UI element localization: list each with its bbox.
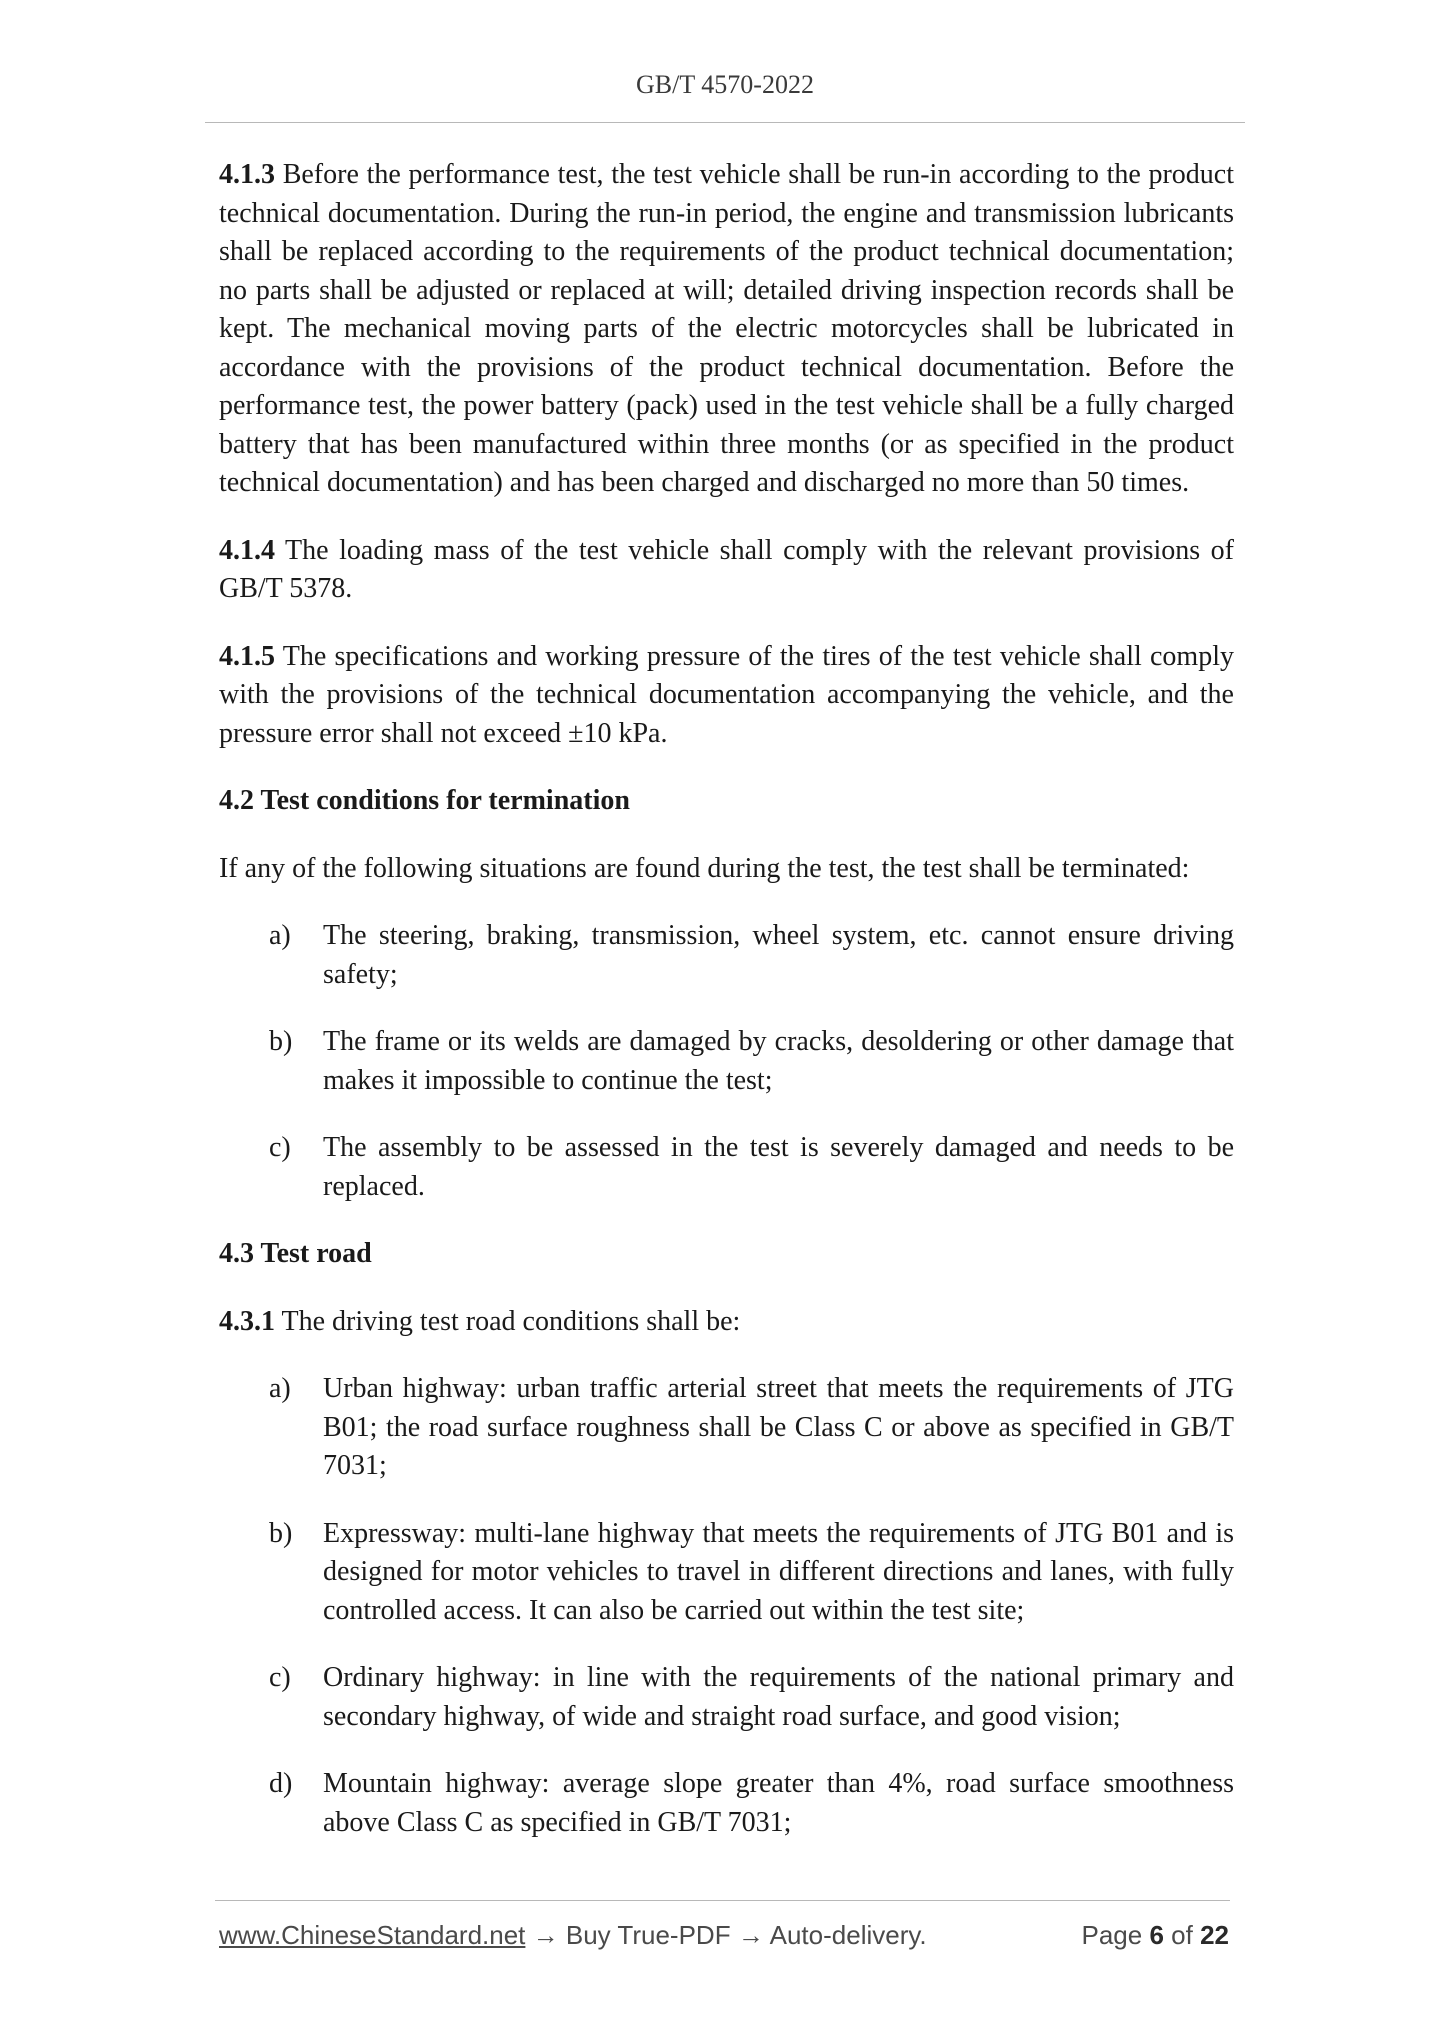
footer-divider — [215, 1900, 1230, 1901]
list-item — [219, 1515, 1234, 1631]
header-divider — [205, 122, 1245, 123]
of-label: of — [1171, 1920, 1193, 1950]
section-heading-4-2: 4.2 Test conditions for termination — [219, 785, 630, 816]
buy-text: Buy True-PDF — [565, 1920, 731, 1950]
clause-text: Before the performance test, the test vehicle shall be run-in according to the product technical documentation. During the run-in period, the engine and transmission lubricants shall be replaced according to the requirements of the product technical documentation; no parts shall be adjusted or replaced at will; detailed driving inspection records shall be kept. The mechanical moving parts of the electric motorcycles shall be lubricated in accordance with the provisions of the product technical documentation. Before the performance test, the power battery (pack) used in the test vehicle shall be a fully charged battery that has been manufactured within three months (or as specified in the product technical documentation) and has been charged and discharged no more than 50 times. — [219, 159, 1235, 498]
clause-text: The loading mass of the test vehicle shall comply with the relevant provisions of GB/T 5378. — [219, 534, 1234, 604]
page-indicator — [1081, 1920, 1229, 1951]
total-pages: 22 — [1200, 1920, 1229, 1950]
list-text: The assembly to be assessed in the test is severely damaged and needs to be replaced. — [323, 1132, 1234, 1202]
list-label: c) — [269, 1662, 291, 1693]
clause-4-1-5 — [219, 638, 1234, 754]
list-label: c) — [269, 1132, 291, 1163]
list-item — [219, 1129, 1234, 1206]
current-page-number: 6 — [1149, 1920, 1164, 1950]
clause-4-1-3 — [219, 156, 1234, 503]
list-item — [219, 1765, 1234, 1842]
list-item — [219, 1370, 1234, 1486]
list-text: Mountain highway: average slope greater than 4%, road surface smoothness above Class C as specified in GB/T 7031; — [323, 1768, 1234, 1838]
list-label: b) — [269, 1517, 293, 1549]
page-label: Page — [1081, 1920, 1143, 1950]
clause-4-3-1 — [219, 1303, 1234, 1342]
list-item — [219, 917, 1234, 994]
footer-promo — [219, 1920, 927, 1951]
list-text: The steering, braking, transmission, wheel system, etc. cannot ensure driving safety; — [323, 920, 1234, 990]
section-heading-4-3: 4.3 Test road — [219, 1238, 372, 1269]
clause-number: 4.1.3 — [219, 159, 275, 190]
list-label: b) — [269, 1026, 293, 1057]
list-item — [219, 1023, 1234, 1100]
clause-number: 4.3.1 — [219, 1305, 275, 1337]
list-label: a) — [269, 920, 291, 951]
list-label: d) — [269, 1768, 293, 1799]
list-item — [219, 1659, 1234, 1736]
list-text: Expressway: multi-lane highway that meets the requirements of JTG B01 and is designed for motor vehicles to travel in different directions and lanes, with fully controlled access. It can also be carried out within the test site; — [323, 1517, 1234, 1626]
arrow-right-icon: → — [532, 1920, 559, 1950]
list-label: a) — [269, 1373, 291, 1404]
delivery-text: Auto-delivery. — [769, 1920, 927, 1950]
clause-text: The driving test road conditions shall be: — [281, 1305, 741, 1337]
page-header-title: GB/T 4570-2022 — [636, 70, 814, 99]
clause-text: The specifications and working pressure of the tires of the test vehicle shall comply with the provisions of the technical documentation accompanying the vehicle, and the pressure error shall not exceed ±10 kPa. — [219, 640, 1234, 749]
list-text: The frame or its welds are damaged by cracks, desoldering or other damage that makes it impossible to continue the test; — [323, 1026, 1234, 1096]
clause-number: 4.1.4 — [219, 534, 275, 566]
list-text: Urban highway: urban traffic arterial street that meets the requirements of JTG B01; the road surface roughness shall be Class C or above as specified in GB/T 7031; — [323, 1373, 1234, 1481]
clause-number: 4.1.5 — [219, 640, 275, 672]
website-link[interactable]: www.ChineseStandard.net — [219, 1920, 526, 1950]
arrow-right-icon: → — [737, 1920, 764, 1950]
section-4-2-intro: If any of the following situations are found during the test, the test shall be terminated: — [219, 852, 1190, 884]
clause-4-1-4 — [219, 532, 1234, 609]
document-body — [219, 156, 1234, 1871]
list-text: Ordinary highway: in line with the requirements of the national primary and secondary highway, of wide and straight road surface, and good vision; — [323, 1662, 1234, 1732]
